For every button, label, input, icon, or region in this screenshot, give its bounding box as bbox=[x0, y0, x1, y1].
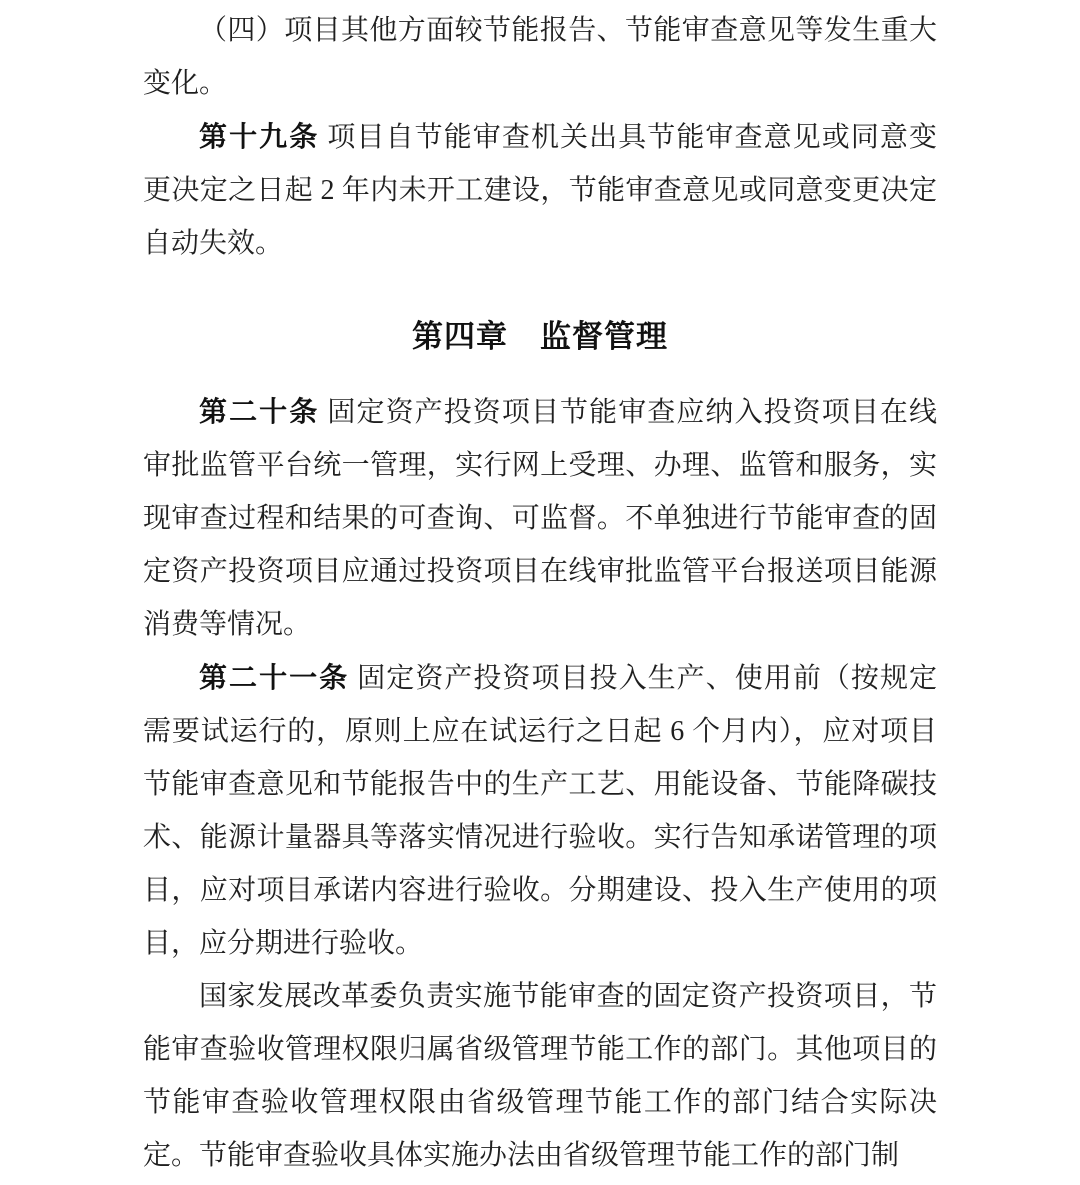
text-run: 国家发展改革委负责实施节能审查的固定资产投资项目，节能审查验收管理权限归属省级管理节能工作的部门。其他项目的节能审查验收管理权限由省级管理节能工作的部门结合实际决定。节能审查验收具体实施办法由省级管理节能工作的部门制 bbox=[143, 981, 937, 1171]
paragraph bbox=[143, 110, 937, 270]
article-number: 第四章 监督管理 bbox=[412, 319, 668, 354]
document-body bbox=[143, 4, 937, 1182]
text-run: （四）项目其他方面较节能报告、节能审查意见等发生重大变化。 bbox=[143, 15, 937, 99]
paragraph bbox=[143, 385, 937, 651]
paragraph bbox=[143, 4, 937, 110]
text-run: 固定资产投资项目投入生产、使用前（按规定需要试运行的，原则上应在试运行之日起 6 个月内），应对项目节能审查意见和节能报告中的生产工艺、用能设备、节能降碳技术、能源计量器具等落实情况进行验收。实行告知承诺管理的项目，应对项目承诺内容进行验收。分期建设、投入生产使用的项目，应分期进行验收。 bbox=[143, 663, 937, 959]
paragraph bbox=[143, 970, 937, 1182]
article-number: 第十九条 bbox=[199, 121, 320, 152]
chapter-heading bbox=[143, 310, 937, 363]
article-number: 第二十条 bbox=[199, 396, 320, 427]
article-number: 第二十一条 bbox=[199, 662, 350, 693]
paragraph bbox=[143, 651, 937, 970]
text-run: 项目自节能审查机关出具节能审查意见或同意变更决定之日起 2 年内未开工建设，节能审查意见或同意变更决定自动失效。 bbox=[143, 122, 937, 259]
text-run: 固定资产投资项目节能审查应纳入投资项目在线审批监管平台统一管理，实行网上受理、办理、监管和服务，实现审查过程和结果的可查询、可监督。不单独进行节能审查的固定资产投资项目应通过投资项目在线审批监管平台报送项目能源消费等情况。 bbox=[143, 397, 937, 640]
